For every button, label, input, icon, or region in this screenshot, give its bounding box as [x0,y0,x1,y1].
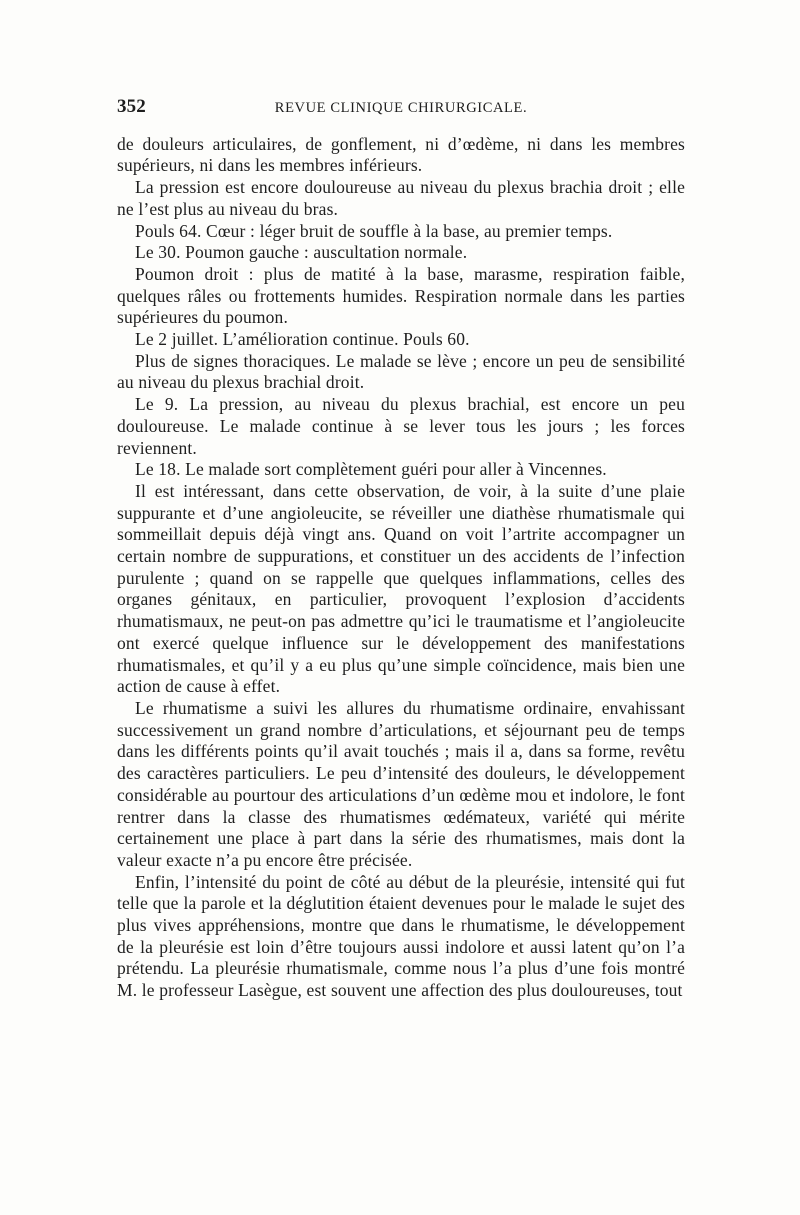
page-body [117,96,685,1002]
paragraph: Le 9. La pression, au niveau du plexus brachial, est encore un peu douloureuse. Le malade continue à se lever tous les jours ; les forces reviennent. [117,394,685,458]
page-header [117,96,685,120]
paragraph: Pouls 64. Cœur : léger bruit de souffle à la base, au premier temps. [135,220,613,241]
paragraph: Le rhumatisme a suivi les allures du rhumatisme ordinaire, envahissant successivement un grand nombre d’articulations, et séjournant peu de temps dans les différents points qu’il avait touchés ; mais il a, dans sa forme, revêtu des caractères particuliers. Le peu d’intensité des douleurs, le développement considérable au pourtour des articulations d’un œdème mou et indolore, le font rentrer dans la classe des rhumatismes œdémateux, variété qui mérite certainement une place à part dans la série des rhumatismes, mais dont la valeur exacte n’a pu encore être précisée. [117,697,685,870]
paragraph: Le 18. Le malade sort complètement guéri pour aller à Vincennes. [135,459,607,480]
paragraph: Enfin, l’intensité du point de côté au début de la pleurésie, intensité qui fut telle que la parole et la déglutition étaient devenues pour le malade le sujet des plus vives appréhensions, montre que dans le rhumatisme, le développement de la pleurésie est loin d’être toujours aussi indolore et aussi latent qu’on l’a prétendu. La pleurésie rhumatismale, comme nous l’a plus d’une fois montré M. le professeur Lasègue, est souvent une affection des plus douloureuses, tout [117,871,685,1001]
paragraph: La pression est encore douloureuse au niveau du plexus brachia droit ; elle ne l’est plus au niveau du bras. [117,177,685,219]
running-title: REVUE CLINIQUE CHIRURGICALE. [274,100,528,116]
paragraph: Plus de signes thoraciques. Le malade se lève ; encore un peu de sensibilité au niveau du plexus brachial droit. [117,350,685,393]
paragraph: Il est intéressant, dans cette observation, de voir, à la suite d’une plaie suppurante et d’une angioleucite, se réveiller une diathèse rhumatismale qui sommeillait depuis déjà vingt ans. Quand on voit l’artrite accompagner un certain nombre de suppurations, et constituer un des accidents de l’infection purulente ; quand on se rappelle que quelques inflammations, celles des organes génitaux, en particulier, provoquent l’explosion d’accidents rhumatismaux, ne peut-on pas admettre qu’ici le traumatisme et l’angioleucite ont exercé quelque influence sur le développement des manifestations rhumatismales, et qu’il y a eu plus qu’une simple coïncidence, mais bien une action de cause à effet. [117,480,685,697]
paragraph: Poumon droit : plus de matité à la base, marasme, respiration faible, quelques râles ou frottements humides. Respiration normale dans les parties supérieures du poumon. [117,263,685,328]
paragraph: Le 30. Poumon gauche : auscultation normale. [135,242,468,263]
paragraph: Le 2 juillet. L’amélioration continue. Pouls 60. [135,329,470,350]
page-number: 352 [117,96,146,117]
paragraph-continuation: de douleurs articulaires, de gonflement, ni d’œdème, ni dans les membres supérieurs, ni dans les membres inférieurs. [117,133,685,176]
